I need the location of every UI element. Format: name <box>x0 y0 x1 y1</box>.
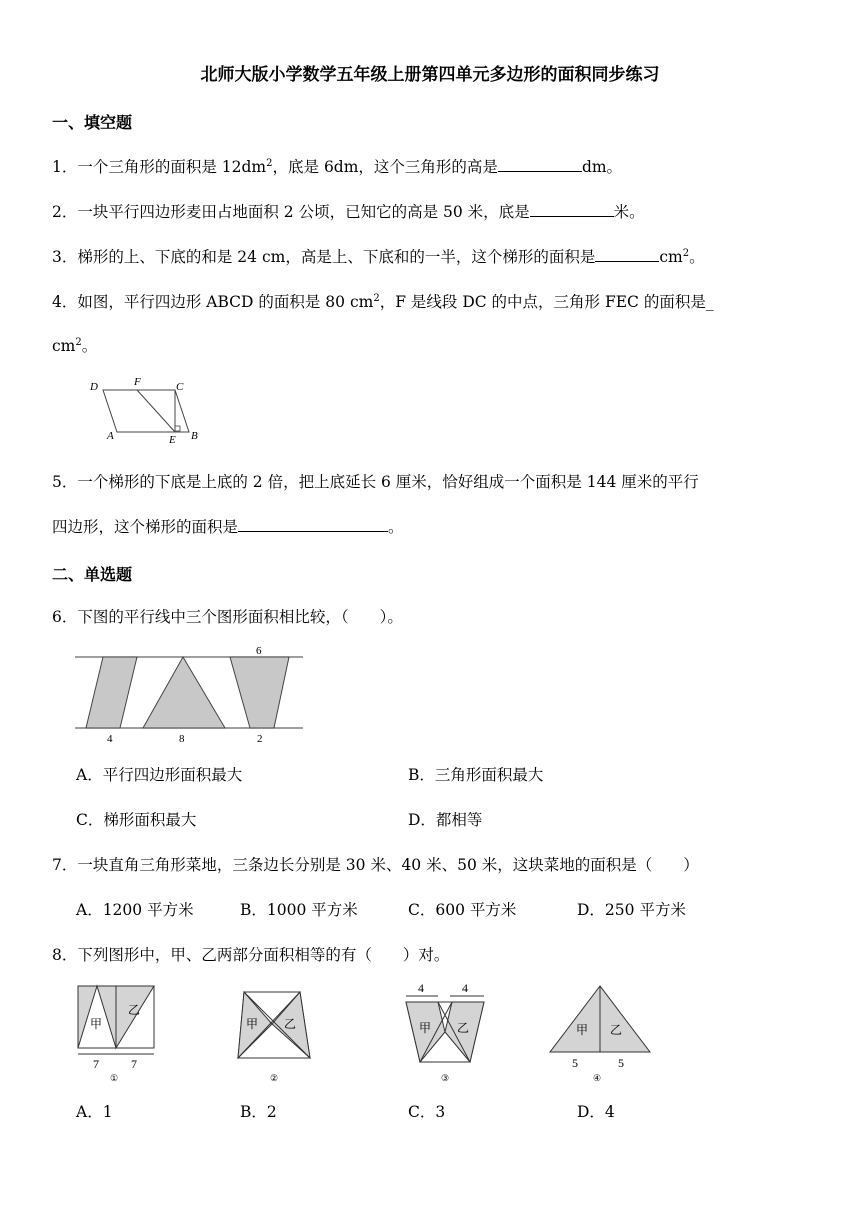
right-angle-mark <box>175 426 180 431</box>
segment-fe <box>137 390 175 432</box>
answer-blank[interactable] <box>530 200 614 217</box>
question-4 <box>52 290 714 312</box>
q7-option-a[interactable]: A．1200 平方米 <box>76 901 194 919</box>
question-4-line2 <box>52 334 97 356</box>
label-d: D <box>90 381 98 393</box>
label-jia: 甲 <box>419 1021 432 1035</box>
page-title: 北师大版小学数学五年级上册第四单元多边形的面积同步练习 <box>200 65 660 85</box>
label-f: F <box>134 376 141 388</box>
q4-text-mid: ，F 是线段 DC 的中点，三角形 FEC 的面积是_ <box>379 293 714 311</box>
question-3 <box>52 245 705 267</box>
q5-end: 。 <box>388 518 404 536</box>
section-heading-fill-in: 一、填空题 <box>52 113 133 132</box>
q8-figure-4 <box>546 982 654 1084</box>
q3-end: 。 <box>689 248 705 266</box>
q3-text: 3．梯形的上、下底的和是 24 cm，高是上、下底和的一半，这个梯形的面积是 <box>52 248 596 266</box>
figure-number-1: ① <box>110 1073 119 1083</box>
q8-option-c[interactable]: C．3 <box>408 1103 446 1121</box>
question-1 <box>52 155 622 177</box>
label-7: 7 <box>131 1057 137 1071</box>
q1-sup: 2 <box>266 157 273 169</box>
q4-sup2: 2 <box>75 336 82 348</box>
label-4: 4 <box>107 733 113 745</box>
label-5: 5 <box>618 1056 624 1070</box>
q1-text: 1．一个三角形的面积是 12dm <box>52 158 267 176</box>
answer-blank[interactable] <box>498 155 582 172</box>
q4-sup: 2 <box>373 292 380 304</box>
label-2: 2 <box>257 733 263 745</box>
q4-unit: cm <box>52 337 76 355</box>
q8-text: 8．下列图形中，甲、乙两部分面积相等的有（ ）对。 <box>52 946 450 964</box>
q7-text: 7．一块直角三角形菜地，三条边长分别是 30 米、40 米、50 米，这块菜地的面积是（ ） <box>52 856 699 874</box>
label-yi: 乙 <box>284 1017 297 1031</box>
question-6 <box>52 605 403 627</box>
label-6: 6 <box>256 645 262 657</box>
q6-parallel-lines-figure <box>75 642 305 747</box>
q5-text: 5．一个梯形的下底是上底的 2 倍，把上底延长 6 厘米，恰好组成一个面积是 144 厘米的平行 <box>52 473 699 491</box>
shaded-triangle <box>143 657 225 728</box>
label-5: 5 <box>572 1056 578 1070</box>
label-yi: 乙 <box>610 1023 623 1037</box>
q5-text-2: 四边形，这个梯形的面积是 <box>52 518 239 536</box>
question-8 <box>52 943 449 965</box>
question-5-line2 <box>52 515 404 537</box>
q8-figure-1 <box>74 982 158 1084</box>
section-heading-single-choice: 二、单选题 <box>52 565 133 584</box>
q7-option-c[interactable]: C．600 平方米 <box>408 901 517 919</box>
label-jia: 甲 <box>246 1017 259 1031</box>
answer-blank[interactable] <box>238 515 388 532</box>
label-4: 4 <box>462 981 468 995</box>
label-a: A <box>107 430 114 442</box>
q6-option-d[interactable]: D．都相等 <box>408 811 483 829</box>
q7-option-d[interactable]: D．250 平方米 <box>577 901 686 919</box>
label-b: B <box>191 430 198 442</box>
q3-sup: 2 <box>682 247 690 259</box>
q6-option-b[interactable]: B．三角形面积最大 <box>408 766 544 784</box>
q8-option-d[interactable]: D．4 <box>577 1103 615 1121</box>
answer-blank[interactable] <box>595 245 659 262</box>
figure-number-4: ④ <box>593 1073 602 1083</box>
shaded-trapezoid <box>230 657 289 728</box>
question-5 <box>52 470 699 492</box>
label-yi: 乙 <box>128 1003 141 1017</box>
label-7: 7 <box>93 1057 99 1071</box>
label-8: 8 <box>179 733 185 745</box>
q8-option-b[interactable]: B．2 <box>240 1103 277 1121</box>
q7-option-b[interactable]: B．1000 平方米 <box>240 901 358 919</box>
q2-unit: 米。 <box>613 203 645 221</box>
label-4: 4 <box>418 981 424 995</box>
q1-unit: dm。 <box>581 158 623 176</box>
q3-unit: cm <box>659 248 683 266</box>
label-e: E <box>169 434 176 446</box>
q8-figure-3 <box>398 980 492 1084</box>
q6-option-a[interactable]: A．平行四边形面积最大 <box>76 766 243 784</box>
q6-text: 6．下图的平行线中三个图形面积相比较，（ ）。 <box>52 608 403 626</box>
q8-figure-2 <box>232 982 316 1084</box>
q4-end: 。 <box>81 337 98 355</box>
q8-option-a[interactable]: A．1 <box>76 1103 113 1121</box>
q2-text: 2．一块平行四边形麦田占地面积 2 公顷，已知它的高是 50 米，底是 <box>52 203 530 221</box>
figure-number-3: ③ <box>441 1073 450 1083</box>
label-yi: 乙 <box>457 1021 470 1035</box>
question-2 <box>52 200 645 222</box>
question-7 <box>52 853 699 875</box>
q6-option-c[interactable]: C．梯形面积最大 <box>76 811 197 829</box>
q4-parallelogram-figure <box>85 372 215 447</box>
label-jia: 甲 <box>576 1023 589 1037</box>
shaded-parallelogram <box>86 657 137 728</box>
figure-number-2: ② <box>270 1073 279 1083</box>
q4-text: 4．如图，平行四边形 ABCD 的面积是 80 cm <box>52 293 374 311</box>
q1-text-mid: ，底是 6dm，这个三角形的高是 <box>272 158 498 176</box>
label-jia: 甲 <box>90 1017 103 1031</box>
label-c: C <box>176 381 184 393</box>
